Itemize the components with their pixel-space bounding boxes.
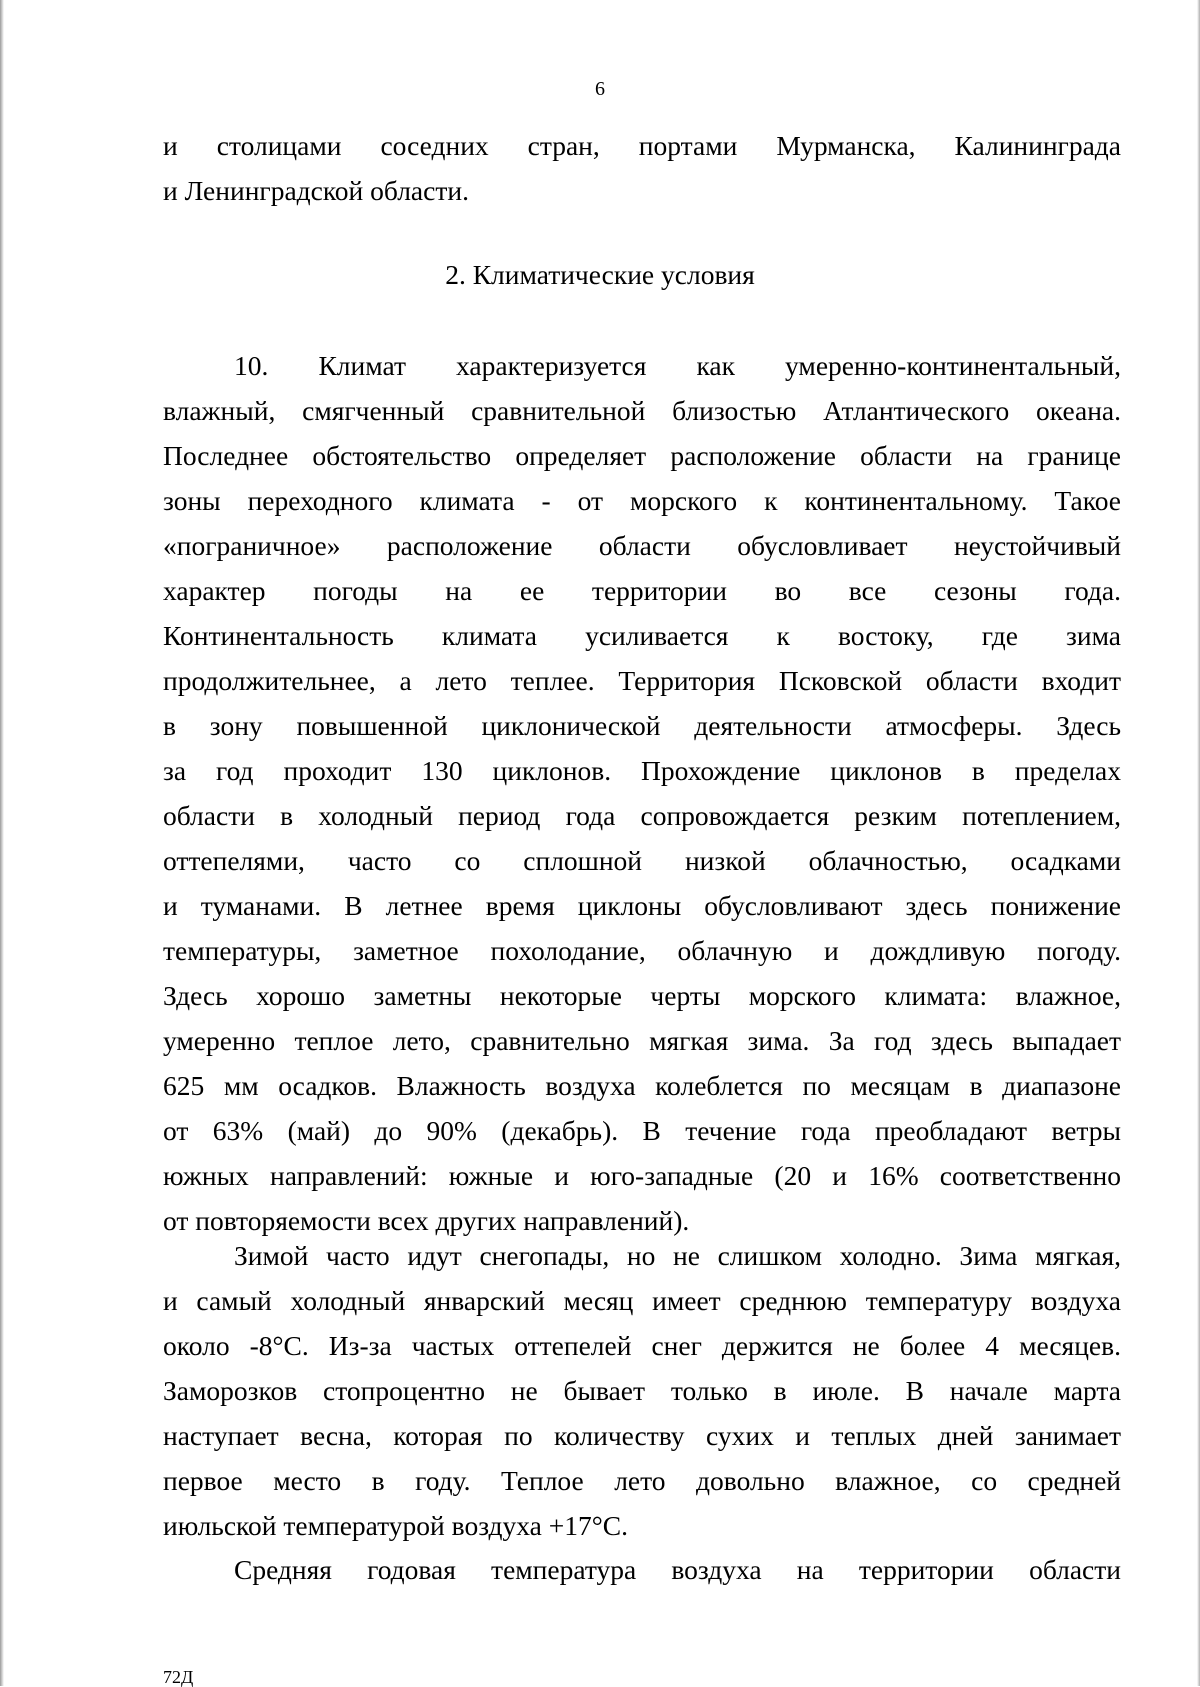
text-line: зоны переходного климата - от морского к континентальному. Такое [163, 485, 1121, 516]
text-line: южных направлений: южные и юго-западные (20 и 16% соответственно [163, 1160, 1121, 1191]
paragraph-climate [163, 343, 1121, 1243]
text-line: Континентальность климата усиливается к востоку, где зима [163, 620, 1121, 651]
text-line: около -8°С. Из-за частых оттепелей снег держится не более 4 месяцев. [163, 1330, 1121, 1361]
text-line: Заморозков стопроцентно не бывает только в июле. В начале марта [163, 1375, 1121, 1406]
text-line: и столицами соседних стран, портами Мурманска, Калининграда [163, 130, 1121, 161]
text-line: характер погоды на ее территории во все сезоны года. [163, 575, 1121, 606]
scan-edge-left [0, 0, 4, 1686]
text-line: и туманами. В летнее время циклоны обусловливают здесь понижение [163, 890, 1121, 921]
text-line: продолжительнее, а лето теплее. Территория Псковской области входит [163, 665, 1121, 696]
text-line: 625 мм осадков. Влажность воздуха колеблется по месяцам в диапазоне [163, 1070, 1121, 1101]
section-heading: 2. Климатические условия [445, 259, 755, 290]
paragraph-winter [163, 1233, 1121, 1548]
text-line: оттепелями, часто со сплошной низкой облачностью, осадками [163, 845, 1121, 876]
text-line: области в холодный период года сопровождается резким потеплением, [163, 800, 1121, 831]
text-line: 10. Климат характеризуется как умеренно-континентальный, [234, 350, 1121, 381]
text-line: в зону повышенной циклонической деятельности атмосферы. Здесь [163, 710, 1121, 741]
page-number: 6 [595, 78, 605, 100]
footer-code: 72Д [163, 1667, 194, 1687]
text-line: от повторяемости всех других направлений). [163, 1205, 690, 1236]
text-line: первое место в году. Теплое лето довольно влажное, со средней [163, 1465, 1121, 1496]
text-line: Средняя годовая температура воздуха на территории области [234, 1554, 1121, 1585]
text-line: от 63% (май) до 90% (декабрь). В течение года преобладают ветры [163, 1115, 1121, 1146]
text-line: Зимой часто идут снегопады, но не слишком холодно. Зима мягкая, [234, 1240, 1121, 1271]
paragraph-annual-temperature [163, 1547, 1121, 1592]
text-line: умеренно теплое лето, сравнительно мягкая зима. За год здесь выпадает [163, 1025, 1121, 1056]
text-line: наступает весна, которая по количеству сухих и теплых дней занимает [163, 1420, 1121, 1451]
text-line: за год проходит 130 циклонов. Прохождение циклонов в пределах [163, 755, 1121, 786]
text-line: Здесь хорошо заметны некоторые черты морского климата: влажное, [163, 980, 1121, 1011]
text-line: и самый холодный январский месяц имеет среднюю температуру воздуха [163, 1285, 1121, 1316]
text-line: и Ленинградской области. [163, 175, 469, 206]
text-line: влажный, смягченный сравнительной близостью Атлантического океана. [163, 395, 1121, 426]
text-line: «пограничное» расположение области обусловливает неустойчивый [163, 530, 1121, 561]
text-line: июльской температурой воздуха +17°С. [163, 1510, 628, 1541]
text-line: Последнее обстоятельство определяет расположение области на границе [163, 440, 1121, 471]
text-line: температуры, заметное похолодание, облачную и дождливую погоду. [163, 935, 1121, 966]
intro-paragraph [163, 123, 1121, 213]
